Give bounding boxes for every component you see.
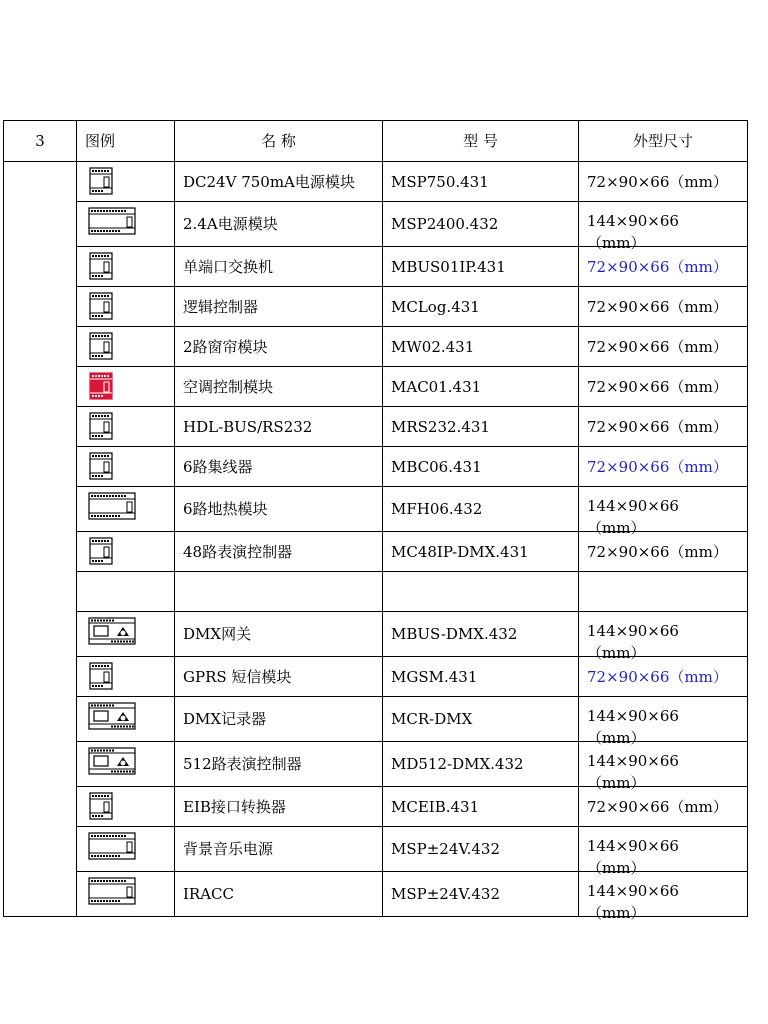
device-model: MSP2400.432: [383, 202, 579, 247]
header-size: 外型尺寸: [579, 121, 748, 162]
dmx-gateway-icon: [87, 702, 137, 730]
din-module-wide-icon: [87, 832, 137, 860]
device-model: MBUS01IP.431: [383, 247, 579, 287]
legend-cell: [77, 202, 175, 247]
device-size: 72×90×66（mm）: [587, 257, 728, 276]
legend-cell: [77, 367, 175, 407]
device-model: MCR-DMX: [383, 697, 579, 742]
device-model: MC48IP-DMX.431: [383, 532, 579, 572]
table-row: [4, 657, 748, 697]
device-model: MW02.431: [383, 327, 579, 367]
device-name: 2路窗帘模块: [175, 327, 383, 367]
device-name: 2.4A电源模块: [175, 202, 383, 247]
device-name: 背景音乐电源: [175, 827, 383, 872]
legend-cell: [77, 787, 175, 827]
din-module-icon: [87, 252, 137, 280]
device-size-cell: [579, 872, 748, 922]
legend-cell: [77, 872, 175, 917]
din-module-icon: [87, 292, 137, 320]
device-size: 144×90×66（mm）: [587, 622, 679, 662]
table-row: [4, 787, 748, 827]
table-row: [4, 247, 748, 287]
device-size: 72×90×66（mm）: [587, 172, 728, 191]
table-row: [4, 162, 748, 202]
header-index: 3: [4, 121, 77, 162]
legend-cell: [77, 572, 175, 612]
device-model: MAC01.431: [383, 367, 579, 407]
table-row: [4, 447, 748, 487]
device-size-cell: [579, 787, 748, 827]
device-size-cell: [579, 827, 748, 877]
device-size: 72×90×66（mm）: [587, 377, 728, 396]
dmx-gateway-icon: [87, 747, 137, 775]
din-module-icon: [87, 167, 137, 195]
device-model: [383, 572, 579, 612]
device-size: 72×90×66（mm）: [587, 417, 728, 436]
table-row: [4, 697, 748, 742]
device-size-cell: [579, 697, 748, 747]
device-model: MBUS-DMX.432: [383, 612, 579, 657]
device-model: MCLog.431: [383, 287, 579, 327]
device-size: 144×90×66（mm）: [587, 752, 679, 792]
legend-cell: [77, 697, 175, 742]
header-name: 名 称: [175, 121, 383, 162]
device-name: IRACC: [175, 872, 383, 917]
device-size: 144×90×66（mm）: [587, 707, 679, 747]
table-row: [4, 367, 748, 407]
device-name: HDL-BUS/RS232: [175, 407, 383, 447]
header-model: 型 号: [383, 121, 579, 162]
device-size: 72×90×66（mm）: [587, 337, 728, 356]
din-module-red-icon: [87, 372, 137, 400]
legend-cell: [77, 287, 175, 327]
din-module-icon: [87, 332, 137, 360]
table-row: [4, 287, 748, 327]
legend-cell: [77, 407, 175, 447]
device-model: MSP±24V.432: [383, 827, 579, 872]
device-size-cell: [579, 572, 748, 612]
device-model: MBC06.431: [383, 447, 579, 487]
table-row: [4, 742, 748, 787]
iracc-module-icon: [87, 877, 137, 905]
dmx-gateway-icon: [87, 617, 137, 645]
table-row: [4, 572, 748, 612]
table-row: [4, 407, 748, 447]
table-row: [4, 612, 748, 657]
device-size-cell: [579, 657, 748, 697]
device-size-cell: [579, 612, 748, 662]
device-name: 6路地热模块: [175, 487, 383, 532]
device-model: MFH06.432: [383, 487, 579, 532]
device-size: 144×90×66（mm）: [587, 497, 679, 537]
device-size-cell: [579, 327, 748, 367]
header-icon: 图例: [77, 121, 175, 162]
device-size-cell: [579, 742, 748, 792]
device-model: MCEIB.431: [383, 787, 579, 827]
din-module-icon: [87, 662, 137, 690]
device-name: 48路表演控制器: [175, 532, 383, 572]
device-name: 逻辑控制器: [175, 287, 383, 327]
table-row: [4, 827, 748, 872]
legend-cell: [77, 327, 175, 367]
device-size: 72×90×66（mm）: [587, 667, 728, 686]
legend-cell: [77, 612, 175, 657]
device-name: EIB接口转换器: [175, 787, 383, 827]
legend-cell: [77, 447, 175, 487]
device-name: DMX记录器: [175, 697, 383, 742]
device-size-cell: [579, 287, 748, 327]
index-cell: [4, 162, 77, 917]
device-model: MGSM.431: [383, 657, 579, 697]
din-module-icon: [87, 537, 137, 565]
device-name: 512路表演控制器: [175, 742, 383, 787]
device-size: 72×90×66（mm）: [587, 457, 728, 476]
device-size: 72×90×66（mm）: [587, 297, 728, 316]
legend-cell: [77, 162, 175, 202]
device-size: 144×90×66（mm）: [587, 212, 679, 252]
din-module-icon: [87, 412, 137, 440]
din-module-icon: [87, 452, 137, 480]
device-model: MSP750.431: [383, 162, 579, 202]
device-size-cell: [579, 447, 748, 487]
legend-cell: [77, 247, 175, 287]
device-size-cell: [579, 487, 748, 537]
device-name: GPRS 短信模块: [175, 657, 383, 697]
device-size-cell: [579, 202, 748, 252]
device-table: [3, 120, 748, 922]
table-row: [4, 487, 748, 532]
device-name: DC24V 750mA电源模块: [175, 162, 383, 202]
table-row: [4, 532, 748, 572]
device-name: [175, 572, 383, 612]
legend-cell: [77, 657, 175, 697]
device-size-cell: [579, 247, 748, 287]
device-name: 6路集线器: [175, 447, 383, 487]
legend-cell: [77, 742, 175, 787]
device-model: MSP±24V.432: [383, 872, 579, 917]
table-row: [4, 872, 748, 917]
device-size: 144×90×66（mm）: [587, 837, 679, 877]
table-header-row: [4, 121, 748, 162]
device-size-cell: [579, 162, 748, 202]
device-name: 单端口交换机: [175, 247, 383, 287]
device-size-cell: [579, 532, 748, 572]
device-size: 72×90×66（mm）: [587, 542, 728, 561]
device-name: 空调控制模块: [175, 367, 383, 407]
device-size-cell: [579, 367, 748, 407]
legend-cell: [77, 532, 175, 572]
table-row: [4, 202, 748, 247]
device-model: MRS232.431: [383, 407, 579, 447]
device-name: DMX网关: [175, 612, 383, 657]
din-module-icon: [87, 792, 137, 820]
device-size: 144×90×66（mm）: [587, 882, 679, 922]
device-size: 72×90×66（mm）: [587, 797, 728, 816]
din-module-wide-icon: [87, 492, 137, 520]
device-model: MD512-DMX.432: [383, 742, 579, 787]
legend-cell: [77, 487, 175, 532]
legend-cell: [77, 827, 175, 872]
device-size-cell: [579, 407, 748, 447]
din-module-wide-icon: [87, 207, 137, 235]
table-row: [4, 327, 748, 367]
